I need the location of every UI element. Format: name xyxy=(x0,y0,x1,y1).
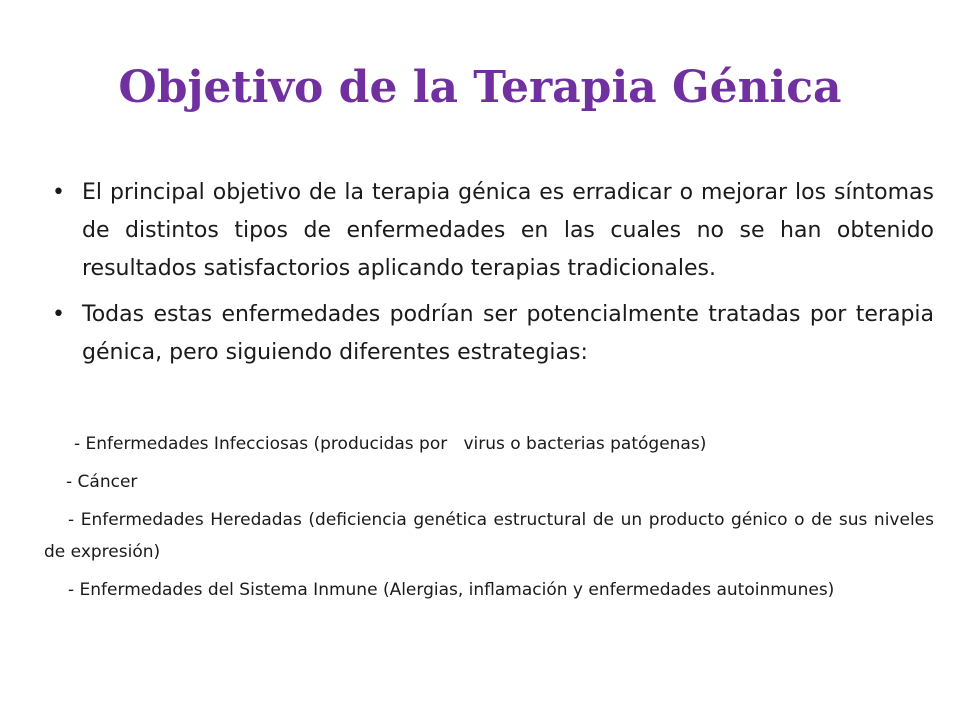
bullet-list xyxy=(52,174,934,380)
strategy-item-cancer: - Cáncer xyxy=(66,472,138,492)
strategy-item-heredadas: - Enfermedades Heredadas (deficiencia genética estructural de un producto génico o de sus niveles de expresión) xyxy=(44,510,934,562)
bullet-text: Todas estas enfermedades podrían ser potencialmente tratadas por terapia génica, pero siguiendo diferentes estrategias: xyxy=(82,302,934,365)
bullet-text: El principal objetivo de la terapia génica es erradicar o mejorar los síntomas de distintos tipos de enfermedades en las cuales no se han obtenido resultados satisfactorios aplicando terapias tradicionales. xyxy=(82,180,934,281)
strategy-item-inmune: - Enfermedades del Sistema Inmune (Alergias, inflamación y enfermedades autoinmunes) xyxy=(68,580,835,600)
bullet-dot-icon: • xyxy=(52,302,65,327)
strategy-item-infecciosas: - Enfermedades Infecciosas (producidas por virus o bacterias patógenas) xyxy=(74,434,707,454)
bullet-item xyxy=(52,174,934,288)
strategy-list xyxy=(44,428,934,612)
bullet-dot-icon: • xyxy=(52,180,65,205)
slide-title: Objetivo de la Terapia Génica xyxy=(118,62,842,113)
bullet-item xyxy=(52,296,934,372)
